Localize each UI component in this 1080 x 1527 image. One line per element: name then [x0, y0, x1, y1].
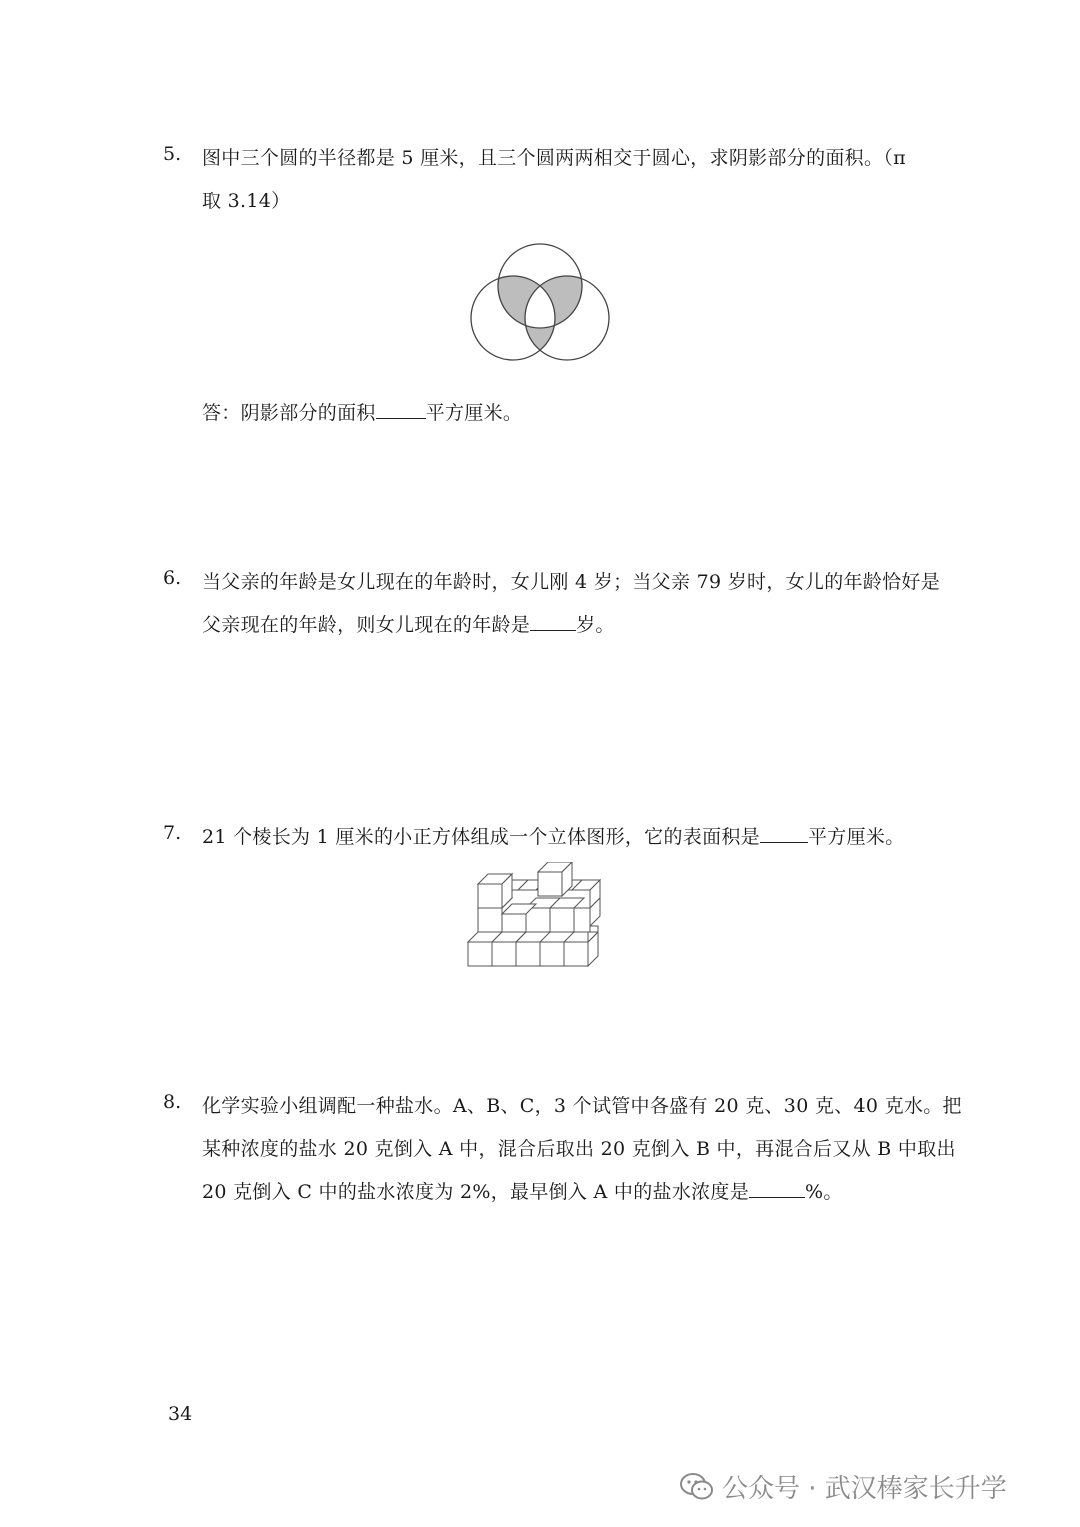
text-suffix: %。 — [805, 1181, 843, 1203]
answer-blank[interactable] — [760, 824, 808, 843]
question-text-line — [202, 822, 905, 849]
answer-prefix: 答：阴影部分的面积 — [202, 402, 376, 424]
question-text-line — [202, 1177, 843, 1204]
question-text-line: 取 3.14） — [202, 190, 291, 212]
question-text-line: 当父亲的年龄是女儿现在的年龄时，女儿刚 4 岁；当父亲 79 岁时，女儿的年龄恰好是 — [202, 571, 941, 593]
question-text-line: 图中三个圆的半径都是 5 厘米，且三个圆两两相交于圆心，求阴影部分的面积。（π — [202, 147, 906, 169]
text-suffix: 岁。 — [576, 614, 615, 636]
question-text-line: 某种浓度的盐水 20 克倒入 A 中，混合后取出 20 克倒入 B 中，再混合后又从 B 中取出 — [202, 1138, 956, 1160]
answer-blank[interactable] — [376, 400, 426, 419]
answer-blank[interactable] — [749, 1179, 805, 1198]
question-text-line: 化学实验小组调配一种盐水。A、B、C，3 个试管中各盛有 20 克、30 克、40 克水。把 — [202, 1095, 962, 1117]
question-number: 6. — [163, 567, 182, 589]
text-prefix: 父亲现在的年龄，则女儿现在的年龄是 — [202, 614, 531, 636]
text-suffix: 平方厘米。 — [808, 826, 905, 848]
answer-suffix: 平方厘米。 — [425, 402, 523, 424]
watermark-text: 公众号 · 武汉棒家长升学 — [722, 1474, 1007, 1504]
text-prefix: 21 个棱长为 1 厘米的小正方体组成一个立体图形，它的表面积是 — [202, 826, 760, 848]
wechat-icon — [680, 1472, 714, 1502]
question-number: 8. — [163, 1091, 182, 1113]
question-number: 5. — [163, 143, 182, 165]
text-prefix: 20 克倒入 C 中的盐水浓度为 2%，最早倒入 A 中的盐水浓度是 — [202, 1181, 750, 1203]
answer-blank[interactable] — [530, 612, 576, 631]
question-text-line — [202, 610, 615, 637]
answer-line — [202, 398, 522, 425]
cubes-figure — [462, 862, 606, 970]
question-number: 7. — [163, 822, 182, 844]
page-number: 34 — [168, 1403, 193, 1425]
three-circles-figure — [460, 228, 620, 368]
watermark — [680, 1468, 1007, 1505]
